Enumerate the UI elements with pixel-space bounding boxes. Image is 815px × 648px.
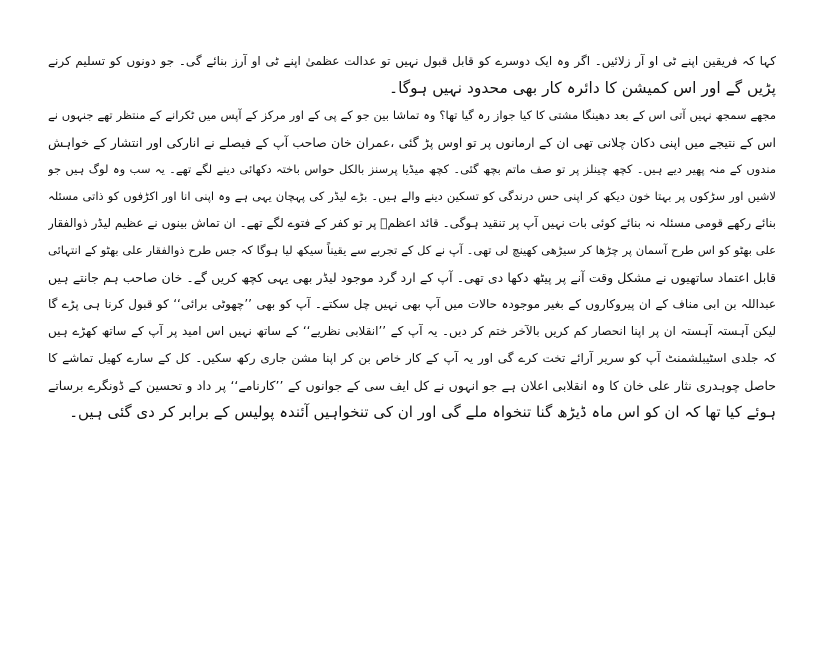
- text-line: اس کے نتیجے میں اپنی دکان چلانی تھی ان کے ارمانوں پر تو اوس پڑ گئی ،عمران خان صاحب آپ کے فیصلے نے انارکی اور انتشار کے خواہش: [48, 135, 776, 150]
- paragraph-1: [48, 48, 776, 102]
- text-line: بنائے رکھے قومی مسئلہ نہ بنائے کوئی بات نہیں آپ پر تنقید ہوگی۔ قائد اعظمؒ پر تو کفر کے فتوے لگے تھے۔ ان تماش بینوں نے عظیم لیڈر ذوالفقار: [48, 216, 776, 230]
- text-line: کہ جلدی اسٹیبلشمنٹ آپ کو سریر آرائے تخت کرے گی اور یہ آپ کے کار خاص بن کر اپنا مشن جاری رکھ سکیں۔ کل کے سارے کھیل تماشے کا: [48, 351, 776, 365]
- text-line: قابل اعتماد ساتھیوں نے مشکل وقت آنے پر پیٹھ دکھا دی تھی۔ آپ کے ارد گرد موجود لیڈر بھی یہی کچھ کریں گے۔ خان صاحب ہم جانتے ہیں: [48, 270, 776, 285]
- text-line: مجھے سمجھ نہیں آتی اس کے بعد دھینگا مشتی کا کیا جواز رہ گیا تھا؟ وہ تماشا بین جو کے پی کے اور مرکز کے آپس میں ٹکرانے کے منتظر تھے جنہوں نے: [48, 108, 776, 122]
- text-line: لیکن آہستہ آہستہ ان پر اپنا انحصار کم کریں بالآخر ختم کر دیں۔ یہ آپ کے ’’انقلابی نظریے‘‘ کے ساتھ نہیں اس امید پر آپ کے ساتھ کھڑے ہیں: [48, 324, 776, 338]
- text-line: علی بھٹو کو اس طرح آسمان پر چڑھا کر سیڑھی کھینچ لی تھی۔ آپ نے کل کے تجربے سے یقیناً سیکھ لیا ہوگا کہ جس طرح ذوالفقار علی بھٹو کے انتہائی: [48, 243, 776, 257]
- paragraph-2: [48, 102, 776, 426]
- text-line: مندوں کے منہ پھیر دیے ہیں۔ کچھ چینلز پر تو صف ماتم بچھ گئی۔ کچھ میڈیا پرسنز بالکل حواس باختہ دکھائی دینے لگے تھے۔ یہ سب وہ لوگ ہیں جو: [48, 162, 776, 176]
- text-line: پڑیں گے اور اس کمیشن کا دائرہ کار بھی محدود نہیں ہوگا۔: [389, 79, 776, 97]
- text-line: کہا کہ فریقین اپنے ٹی او آر زلائیں۔ اگر وہ ایک دوسرے کو قابل قبول نہیں تو عدالت عظمیٰ اپنے ٹی او آرز بنائے گی۔ جو دونوں کو تسلیم کرنے: [48, 54, 776, 68]
- text-line: ہوئے کیا تھا کہ ان کو اس ماہ ڈیڑھ گنا تنخواہ ملے گی اور ان کی تنخواہیں آئندہ پولیس کے برابر کر دی گئی ہیں۔: [69, 403, 776, 421]
- text-line: عبداللہ بن ابی مناف کے ان پیروکاروں کے بغیر موجودہ حالات میں آپ بھی نہیں چل سکتے۔ آپ کو بھی ’’چھوٹی برائی‘‘ کو قبول کرنا ہی پڑے گا: [48, 297, 776, 311]
- text-line: لاشیں اور سڑکوں پر بہتا خون دیکھ کر اپنی حس درندگی کو تسکین دینے والے ہیں۔ بڑے لیڈر کی پہچان یہی ہے وہ اپنی انا اور اکڑفوں کو ذاتی مسئلہ: [48, 189, 776, 203]
- article-body: [48, 48, 776, 426]
- text-line: حاصل چوہدری نثار علی خان کا وہ انقلابی اعلان ہے جو انہوں نے کل ایف سی کے جوانوں کے ’’کارنامے‘‘ پر داد و تحسین کے ڈونگرے برساتے: [48, 378, 776, 393]
